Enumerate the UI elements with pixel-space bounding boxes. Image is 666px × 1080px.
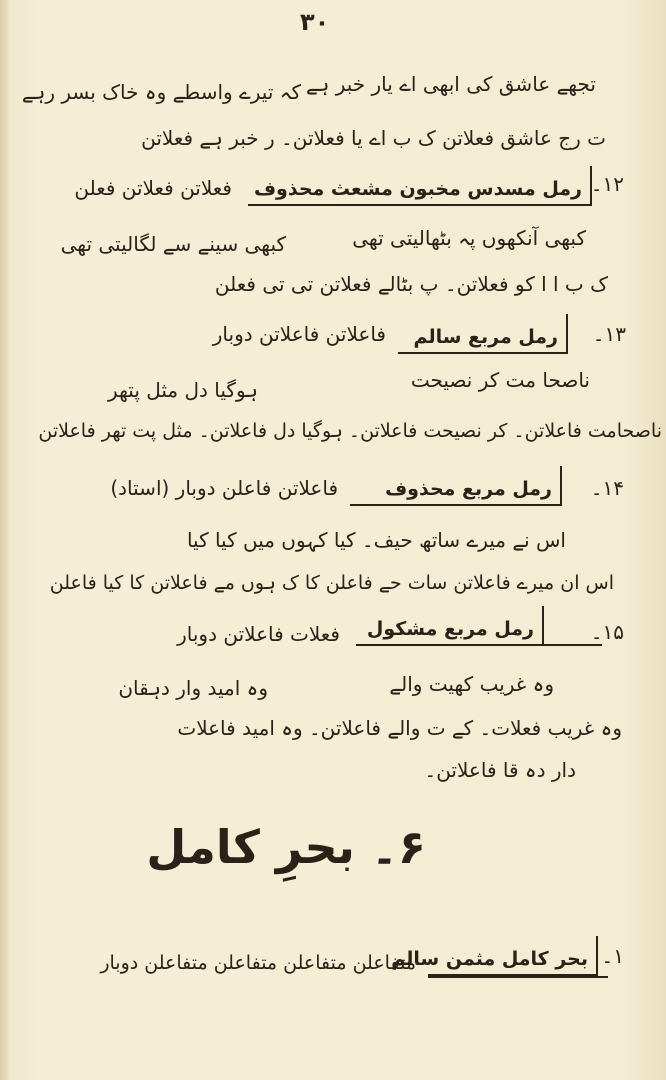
meter-15-feet: فعلات فاعلاتن دوبار xyxy=(177,622,340,646)
meter-13-feet: فاعلاتن فاعلاتن دوبار xyxy=(212,322,386,346)
kamil-1-name: بحر کامل مثمن سالم xyxy=(391,948,588,970)
verse-line-1b: کہ تیرے واسطے وہ خاک بسر رہے xyxy=(21,80,301,104)
meter-12-feet: فعلاتن فعلاتن فعلن xyxy=(74,176,232,200)
page-number: ۳۰ xyxy=(300,8,330,36)
kamil-1-box xyxy=(391,936,598,976)
verse-14: اس نے میرے ساتھ حیف۔ کیا کہوں میں کیا کیا xyxy=(186,528,566,552)
verse-line-1a: تجھے عاشق کی ابھی اے یار خبر ہے xyxy=(305,72,596,96)
meter-15-number: ۱۵۔ xyxy=(590,620,624,644)
meter-14-number: ۱۴۔ xyxy=(590,476,624,500)
scansion-13: ناصحامت فاعلاتن۔ کر نصیحت فاعلاتن۔ ہوگیا دل فاعلاتن۔ مثل پت تھر فاعلاتن xyxy=(38,420,662,442)
meter-15-box xyxy=(356,606,544,646)
meter-12-name: رمل مسدس مخبون مشعث محذوف xyxy=(253,178,582,200)
verse-15a: وہ غریب کھیت والے xyxy=(389,672,554,696)
kamil-1-underline xyxy=(428,976,608,978)
scansion-line-1: ت رج عاشق فعلاتن ک ب اے یا فعلاتن۔ ر خبر ہے فعلاتن xyxy=(141,126,606,150)
meter-15-underline xyxy=(356,644,602,646)
meter-13-number: ۱۳۔ xyxy=(592,322,626,346)
verse-13b: ہوگیا دل مثل پتھر xyxy=(108,378,258,402)
meter-13-name: رمل مربع سالم xyxy=(413,326,558,348)
meter-13-box xyxy=(398,314,568,354)
scansion-15a: وہ غریب فعلات۔ کے ت والے فاعلاتن۔ وہ امید فاعلات xyxy=(177,716,622,740)
verse-15b: وہ امید وار دہقان xyxy=(118,676,268,700)
meter-14-name: رمل مربع محذوف xyxy=(385,478,552,500)
verse-12a: کبھی آنکھوں پہ بٹھالیتی تھی xyxy=(352,226,586,250)
meter-12-number: ۱۲۔ xyxy=(590,172,624,196)
scansion-15b: دار دہ قا فاعلاتن۔ xyxy=(424,758,576,782)
meter-14-feet: فاعلاتن فاعلن دوبار (استاد) xyxy=(110,476,338,500)
meter-12-box xyxy=(248,166,592,206)
meter-14-box xyxy=(350,466,562,506)
scansion-12: ک ب ا ا کو فعلاتن۔ پ بٹالے فعلاتن تی تی فعلن xyxy=(214,272,608,296)
section-heading: ۶۔ بحرِ کامل xyxy=(146,820,426,874)
scansion-14: اس ان میرے فاعلاتن سات حے فاعلن کا ک ہوں مے فاعلاتن کا کیا فاعلن xyxy=(49,572,614,594)
verse-13a: ناصحا مت کر نصیحت xyxy=(410,368,590,392)
meter-15-name: رمل مربع مشکول xyxy=(366,618,534,640)
kamil-1-number: ۱۔ xyxy=(601,944,624,968)
kamil-1-feet: متفاعلن متفاعلن متفاعلن متفاعلن دوبار xyxy=(100,952,416,974)
verse-12b: کبھی سینے سے لگالیتی تھی xyxy=(60,232,286,256)
